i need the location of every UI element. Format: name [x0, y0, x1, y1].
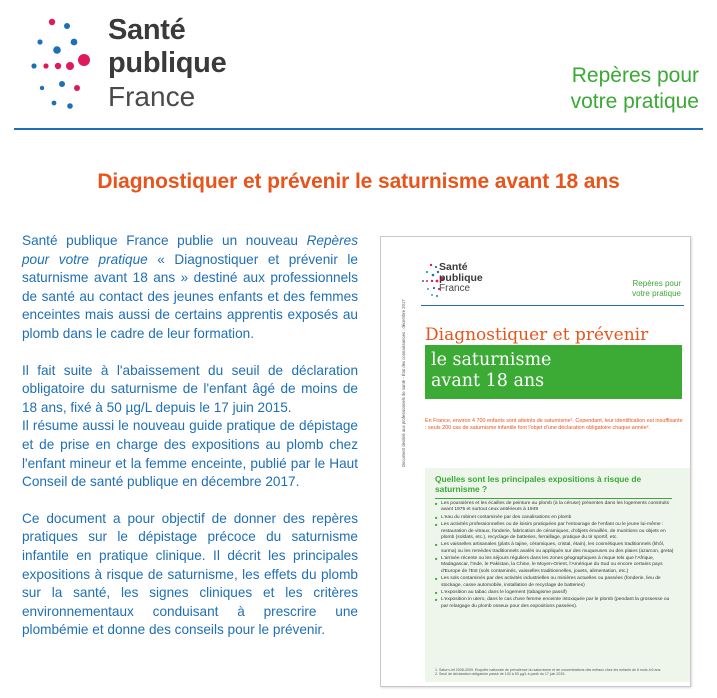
paragraph-3: Il résume aussi le nouveau guide pratique de dépistage et de prise en charge des expositions au plomb chez l'enfant mineur et la femme enceinte, publié par le Haut Conseil de santé publique en décembre 2017. [22, 418, 358, 490]
paragraph-2: Il fait suite à l'abaissement du seuil de déclaration obligatoire du saturnisme de l'enfant âgé de moins de 18 ans, fixé à 50 µg/L depuis le 17 juin 2015. [22, 362, 358, 415]
footnote-2: 2. Seuil de déclaration obligatoire passé de 100 à 50 µg/L à partir du 17 juin 2015. [435, 672, 566, 677]
series-tagline [571, 63, 699, 115]
thumbnail-wordmark: Santé publique France [439, 261, 483, 294]
thumbnail-title-line-2: le saturnisme [431, 350, 552, 370]
logo-line-1: Santé [108, 14, 186, 46]
paragraph-1-rest: « Diagnostiquer et prévenir le saturnisme avant 18 ans » destiné aux professionnels de santé au contact des jeunes enfants et des femmes enceintes mais aussi de certains apprentis exposés au plomb dans le cadre de leur formation. [22, 251, 358, 341]
thumbnail-exposure-box [425, 468, 690, 682]
paragraph-1-lead: Santé publique France publie un nouveau [22, 233, 307, 248]
thumbnail-box-divider [435, 498, 672, 499]
thumbnail-title-line-1: Diagnostiquer et prévenir [425, 325, 649, 345]
thumbnail-intro: En France, environ 4 700 enfants sont atteints de saturnisme¹. Cependant, leur identification est insuffisante : seuls 200 cas de saturnisme infantile font l'objet d'une déclaration obligatoire chaque année². [425, 418, 683, 431]
footnote-1: 1. Saturn-Inf 2008-2009. Enquête nationale de prévalence du saturnisme et de concentrations des métaux chez les enfants de 6 mois à 6 ans. [435, 668, 662, 672]
thumbnail-title-line-3: avant 18 ans [431, 371, 545, 391]
logo-wordmark [108, 16, 226, 115]
list-item: ■ L'exposition in utero, dans le cas d'une femme enceinte intoxiquée par le plomb (pendant la grossesse ou par relargage du plomb osseux pour des expositions passées). [435, 597, 675, 610]
logo-line-3: France [108, 81, 196, 112]
brand-logo [22, 8, 242, 116]
document-thumbnail[interactable] [380, 236, 691, 687]
tagline-line-2: votre pratique [570, 90, 699, 113]
list-item: ■ Les sols contaminés par des activités industrielles ou minières actuelles ou passées (fonderie, lieu de stockage, casse automobile, installation de recyclage de batteries) [435, 576, 675, 589]
thumbnail-tagline: Repères pour votre pratique [632, 279, 681, 298]
thumbnail-box-title: Quelles sont les principales expositions à risque de saturnisme ? [435, 474, 642, 494]
thumbnail-side-text: Document destiné aux professionnels de santé - État des connaissances : décembre 2017 [401, 299, 406, 467]
thumbnail-footnotes [435, 668, 675, 677]
page-title: Diagnostiquer et prévenir le saturnisme avant 18 ans [97, 170, 620, 193]
thumbnail-exposure-list [435, 501, 675, 611]
list-item: ■ Les poussières et les écailles de peinture au plomb (à la céruse) présentes dans les logements construits avant 1975 et surtout ceux antérieurs à 1949 [435, 501, 675, 514]
list-item: ■ Les vaisselles artisanales (plats à tajine, céramiques, cristal, étain), les cosmétiques traditionnels (khôl, surma) ou les remèdes traditionnels avalés ou appliqués sur des muqueuses ou des plaies (azarcon, greta) [435, 542, 675, 555]
header-divider [14, 128, 703, 130]
list-item: ■ L'exposition au tabac dans le logement (tabagisme passif) [435, 590, 675, 596]
publication-name: Repères pour votre pratique [22, 233, 358, 267]
article-body [22, 232, 358, 640]
list-item: ■ L'eau du robinet contaminée par des canalisations en plomb [435, 515, 675, 521]
thumbnail-title-banner [425, 345, 682, 399]
thumbnail-divider [421, 305, 684, 306]
tagline-line-1: Repères pour [571, 64, 699, 87]
paragraph-1 [22, 232, 358, 344]
logo-dots-icon [22, 8, 102, 116]
list-item: ■ Les activités professionnelles ou de loisirs pratiquées par l'entourage de l'enfant ou le jeune lui-même : restauration de vitraux, fonderie, fabrication de céramiques, d'objets émaillés, de munitions ou objets en plomb (soldats, etc.), recyclage de batteries, ferraillage, pratique du tir sportif, etc. [435, 522, 675, 541]
logo-line-2: publique [108, 47, 227, 79]
paragraph-4: Ce document a pour objectif de donner des repères pratiques sur le dépistage précoce du saturnisme infantile en pratique clinique. Il décrit les principales expositions à risque de saturnisme, les effets du plomb sur la santé, les signes cliniques et les critères environnementaux conduisant à prescrire une plombémie et donne des conseils pour le prévenir. [22, 510, 358, 638]
list-item: ■ L'arrivée récente ou les séjours réguliers dans les zones géographiques à risque tels que l'Afrique, Madagascar, l'Inde, le Pakistan, la Chine, le Moyen-Orient, l'Amérique du Sud ou encore certains pays d'Europe de l'Est (sols contaminés, vaisselles traditionnelles, jouets, alimentation, etc.) [435, 556, 675, 575]
